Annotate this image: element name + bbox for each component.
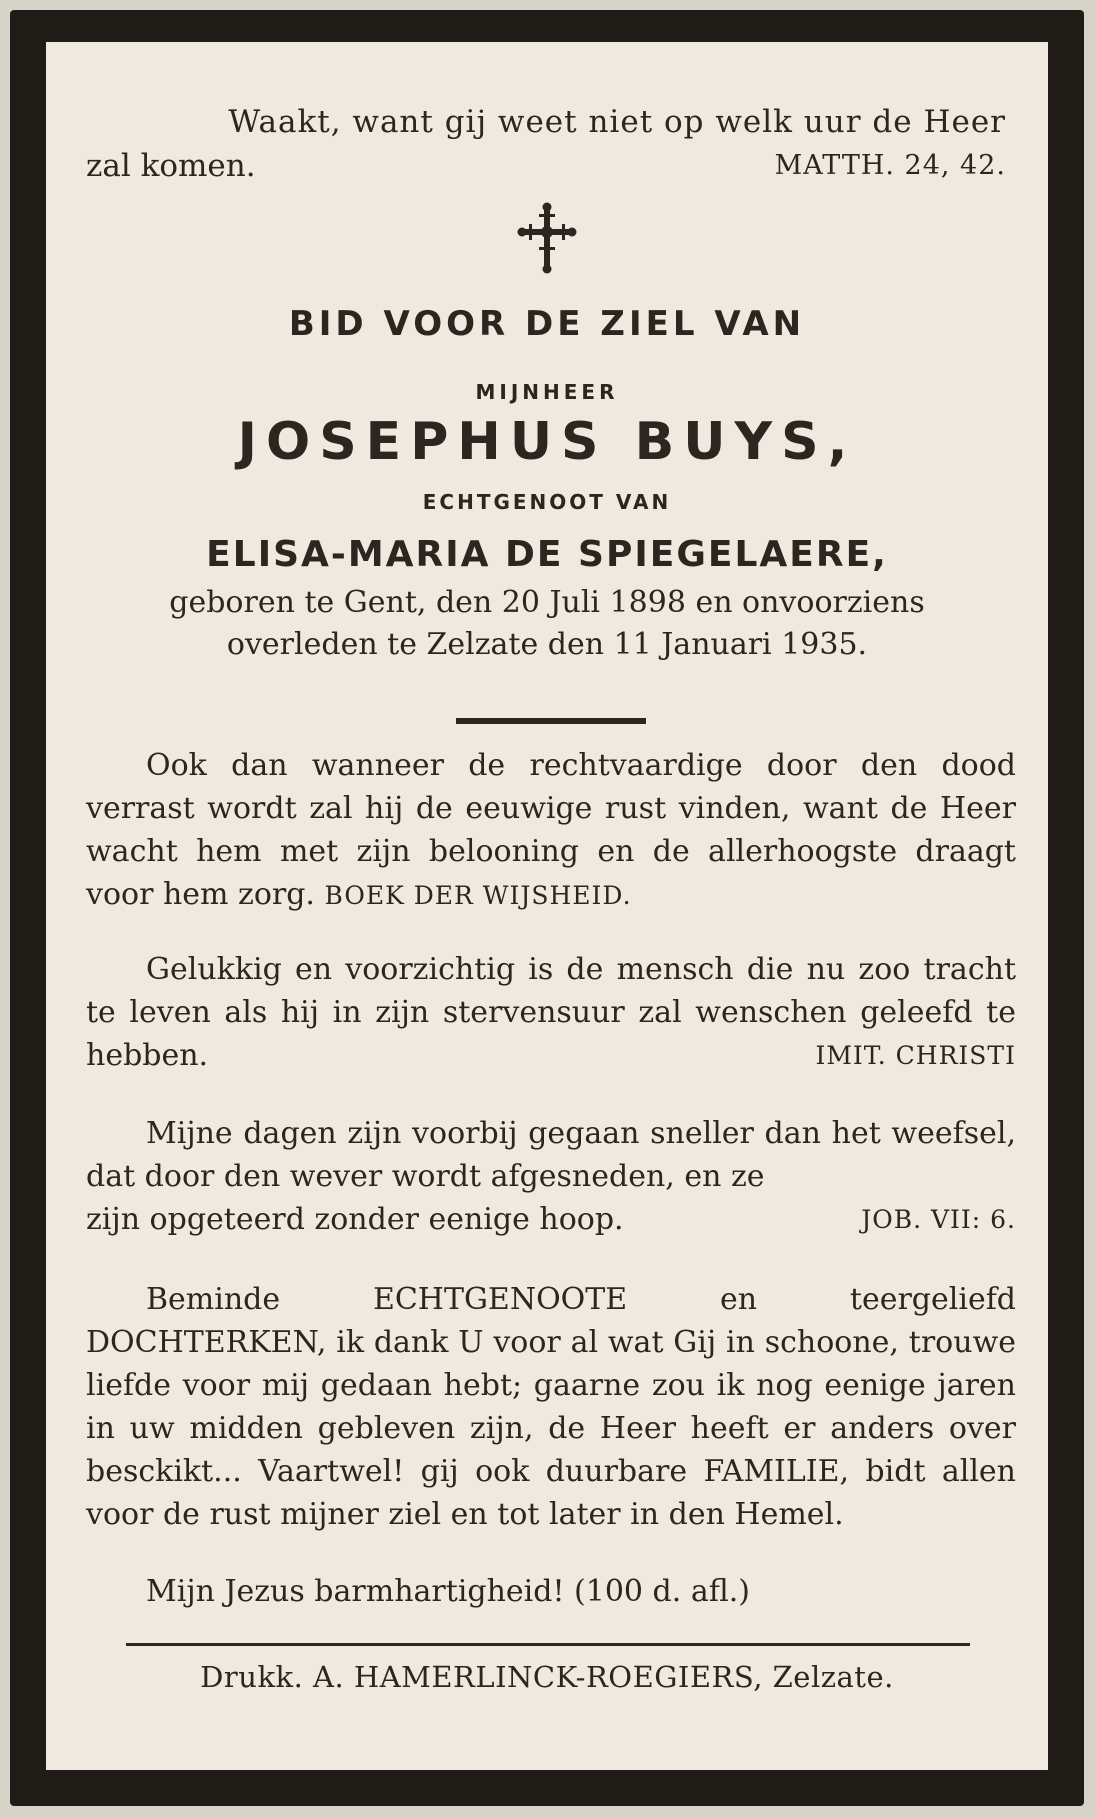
birth-line-1: geboren te Gent, den 20 Juli 1898 en onvoorziens: [169, 585, 925, 620]
printer-imprint: Drukk. A. HAMERLINCK-ROEGIERS, Zelzate.: [200, 1660, 894, 1694]
paragraph-wisdom-text: Ook dan wanneer de rechtvaardige door den dood verrast wordt zal hij de eeuwige rust vinden, want de Heer wacht hem met zijn belooning en de allerhoogste draagt voor hem zorg.: [86, 748, 1016, 912]
deceased-name: JOSEPHUS BUYS,: [237, 412, 857, 472]
paragraph-imitation-source: IMIT. CHRISTI: [815, 1041, 1016, 1070]
epigraph-reference: MATTH. 24, 42.: [774, 150, 1006, 181]
card-paper: [46, 42, 1048, 1770]
memorial-card: [10, 10, 1084, 1806]
paragraph-job-text-end: zijn opgeteerd zonder eenige hoop.: [86, 1202, 624, 1237]
epigraph-line-2: [86, 144, 1006, 188]
paragraph-farewell-text: Beminde ECHTGENOOTE en teergeliefd DOCHTERKEN, ik dank U voor al wat Gij in schoone, trouwe liefde voor mij gedaan hebt; gaarne zou ik nog eenige jaren in uw midden gebleven zijn, de Heer heeft er anders over besckikt... Vaartwel! gij ook duurbare FAMILIE, bidt allen voor de rust mijner ziel en tot later in den Hemel.: [86, 1282, 1016, 1532]
birth-death-details: [46, 582, 1048, 666]
paragraph-wisdom-source: BOEK DER WIJSHEID.: [324, 881, 632, 910]
epigraph-text-end: zal komen.: [86, 148, 256, 184]
paragraph-job-text: Mijne dagen zijn voorbij gegaan sneller dan het weefsel, dat door den wever wordt afgesneden, en ze: [86, 1116, 1016, 1194]
divider-short: [456, 718, 646, 724]
paragraph-job: [86, 1112, 1016, 1241]
cross-icon: [517, 202, 577, 274]
paragraph-imitation-text: Gelukkig en voorzichtig is de mensch die nu zoo tracht te leven als hij in zijn stervensuur zal wenschen geleefd te hebben.: [86, 952, 1016, 1073]
paragraph-job-source: JOB. VII: 6.: [861, 1205, 1016, 1234]
paragraph-imitation: [86, 948, 1016, 1077]
relation-label: ECHTGENOOT VAN: [422, 490, 672, 514]
epigraph: [86, 100, 1006, 188]
paragraph-wisdom: [86, 744, 1016, 917]
indulgence-prayer: Mijn Jezus barmhartigheid! (100 d. afl.): [146, 1574, 750, 1609]
paragraph-farewell: [86, 1278, 1016, 1536]
epigraph-line-1: Waakt, want gij weet niet op welk uur de Heer: [228, 104, 1006, 140]
divider-long: [126, 1643, 970, 1646]
bid-heading: BID VOOR DE ZIEL VAN: [288, 304, 806, 344]
birth-line-2: overleden te Zelzate den 11 Januari 1935.: [226, 627, 868, 662]
title-mijnheer: MIJNHEER: [475, 380, 619, 404]
spouse-name: ELISA-MARIA DE SPIEGELAERE,: [206, 534, 888, 575]
